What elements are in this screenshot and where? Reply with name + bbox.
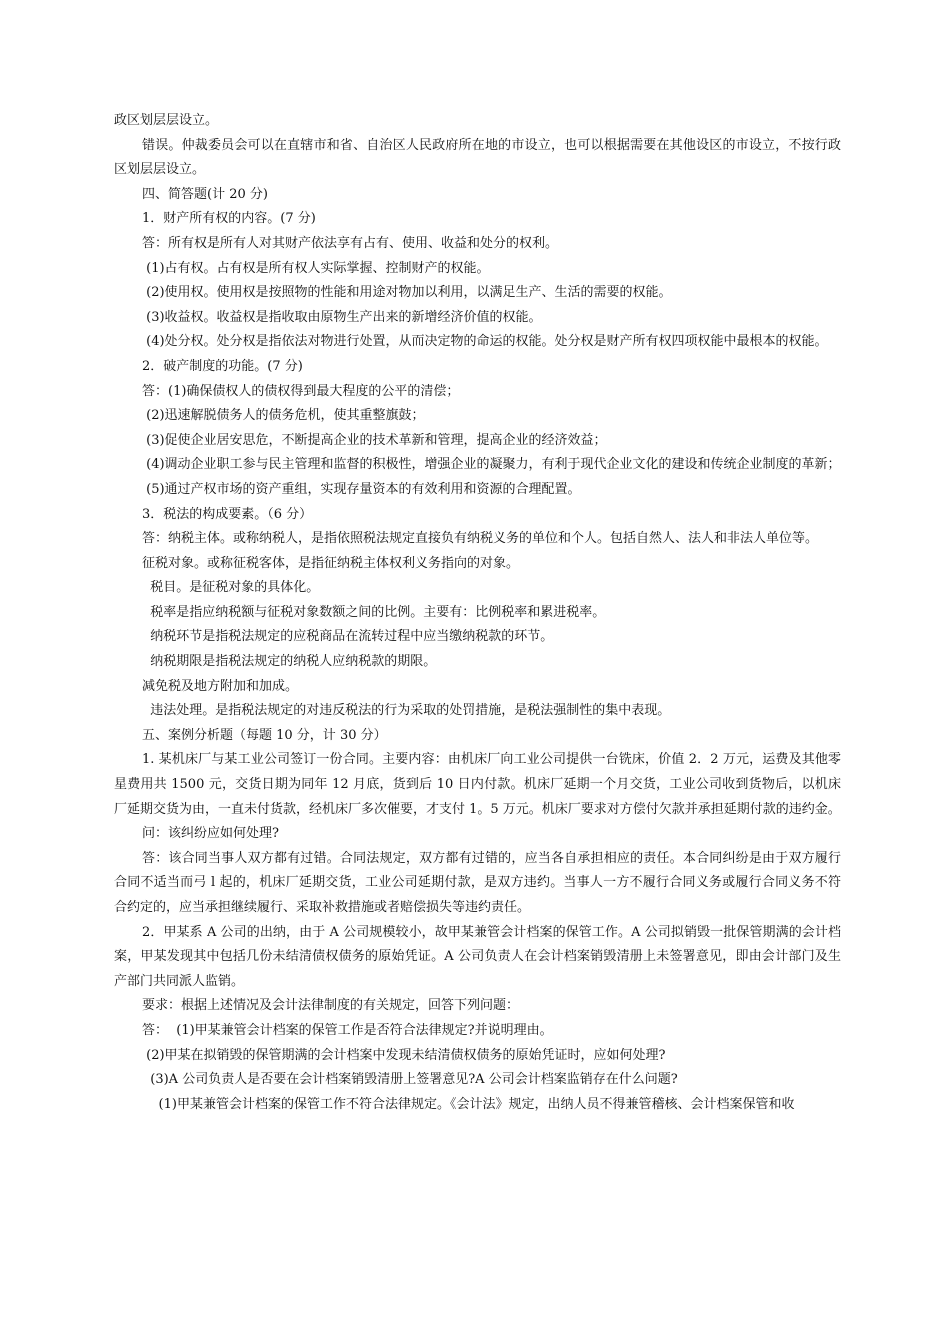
paragraph: 错误。仲裁委员会可以在直辖市和省、自治区人民政府所在地的市设立，也可以根据需要在其他设区的市设立，不按行政区划层层设立。 <box>114 137 841 178</box>
paragraph: 1．财产所有权的内容。(7 分) <box>142 211 316 227</box>
paragraph: 政区划层层设立。 <box>114 113 219 128</box>
paragraph: 减免税及地方附加和加成。 <box>142 678 299 694</box>
paragraph: 四、简答题(计 20 分) <box>142 186 268 202</box>
paragraph: (3)A 公司负责人是否要在会计档案销毁清册上签署意见?A 公司会计档案监销存在什么问题? <box>142 1072 678 1088</box>
paragraph: (1)甲某兼管会计档案的保管工作不符合法律规定。《会计法》规定，出纳人员不得兼管稽核、会计档案保管和收 <box>142 1096 795 1112</box>
paragraph: 3．税法的构成要素。（6 分） <box>142 506 313 522</box>
paragraph: (4)处分权。处分权是指依法对物进行处置，从而决定物的命运的权能。处分权是财产所有权四项权能中最根本的权能。 <box>142 334 828 350</box>
paragraph: 税率是指应纳税额与征税对象数额之间的比例。主要有：比例税率和累进税率。 <box>142 604 606 620</box>
paragraph: 纳税期限是指税法规定的纳税人应纳税款的期限。 <box>142 654 437 670</box>
paragraph: 答：该合同当事人双方都有过错。合同法规定，双方都有过错的，应当各自承担相应的责任。本合同纠纷是由于双方履行合同不适当而弓 l 起的，机床厂延期交货，工业公司延期付款，是双方违约。当事人一方不履行合同义务或履行合同义务不符合约定的，应当承担继续履行、采取补救措施或者赔偿损失等违约责任。 <box>114 850 841 915</box>
paragraph: 要求：根据上述情况及会计法律制度的有关规定，回答下列问题： <box>142 998 520 1014</box>
paragraph: 答：(1)确保债权人的债权得到最大程度的公平的清偿； <box>142 383 460 399</box>
paragraph: 五、案例分析题（每题 10 分，计 30 分） <box>142 727 387 743</box>
paragraph: 1. 某机床厂与某工业公司签订一份合同。主要内容：由机床厂向工业公司提供一台铣床，价值 2．2 万元，运费及其他零星费用共 1500 元，交货日期为同年 12 月底，货到后 10 日内付款。机床厂延期一个月交货，工业公司收到货物后，以机床厂延期交货为由，一直未付货款，经机床厂多次催要，才支付 1。5 万元。机床厂要求对方偿付欠款并承担延期付款的违约金。 <box>114 752 841 817</box>
paragraph: (2)使用权。使用权是按照物的性能和用途对物加以利用，以满足生产、生活的需要的权能。 <box>142 285 672 301</box>
paragraph: 答： (1)甲某兼管会计档案的保管工作是否符合法律规定?并说明理由。 <box>142 1022 553 1038</box>
paragraph: (4)调动企业职工参与民主管理和监督的积极性，增强企业的凝聚力，有利于现代企业文化的建设和传统企业制度的革新； <box>142 457 841 473</box>
paragraph: 答：纳税主体。或称纳税人，是指依照税法规定直接负有纳税义务的单位和个人。包括自然人、法人和非法人单位等。 <box>142 531 819 547</box>
paragraph: 问：该纠纷应如何处理? <box>142 826 279 842</box>
paragraph: (3)促使企业居安思危，不断提高企业的技术革新和管理，提高企业的经济效益； <box>142 432 607 448</box>
paragraph: (3)收益权。收益权是指收取由原物生产出来的新增经济价值的权能。 <box>142 309 542 325</box>
paragraph: (2)甲某在拟销毁的保管期满的会计档案中发现未结清债权债务的原始凭证时，应如何处理? <box>142 1047 666 1063</box>
document-body <box>114 109 841 1117</box>
paragraph: 答：所有权是所有人对其财产依法享有占有、使用、收益和处分的权利。 <box>142 235 559 251</box>
paragraph: 纳税环节是指税法规定的应税商品在流转过程中应当缴纳税款的环节。 <box>142 629 554 645</box>
paragraph: 征税对象。或称征税客体，是指征纳税主体权利义务指向的对象。 <box>142 555 520 571</box>
paragraph: (1)占有权。占有权是所有权人实际掌握、控制财产的权能。 <box>142 260 490 276</box>
paragraph: 违法处理。是指税法规定的对违反税法的行为采取的处罚措施，是税法强制性的集中表现。 <box>142 703 671 719</box>
paragraph: 税目。是征税对象的具体化。 <box>142 580 320 596</box>
paragraph: 2．甲某系 A 公司的出纳，由于 A 公司规模较小，故甲某兼管会计档案的保管工作。A 公司拟销毁一批保管期满的会计档案，甲某发现其中包括几份未结清债权债务的原始凭证。A 公司负责人在会计档案销毁清册上未签署意见，即由会计部门及生产部门共同派人监销。 <box>114 924 841 989</box>
paragraph: (2)迅速解脱债务人的债务危机，使其重整旗鼓； <box>142 408 425 424</box>
paragraph: 2．破产制度的功能。(7 分) <box>142 358 303 374</box>
paragraph: (5)通过产权市场的资产重组，实现存量资本的有效利用和资源的合理配置。 <box>142 481 581 497</box>
